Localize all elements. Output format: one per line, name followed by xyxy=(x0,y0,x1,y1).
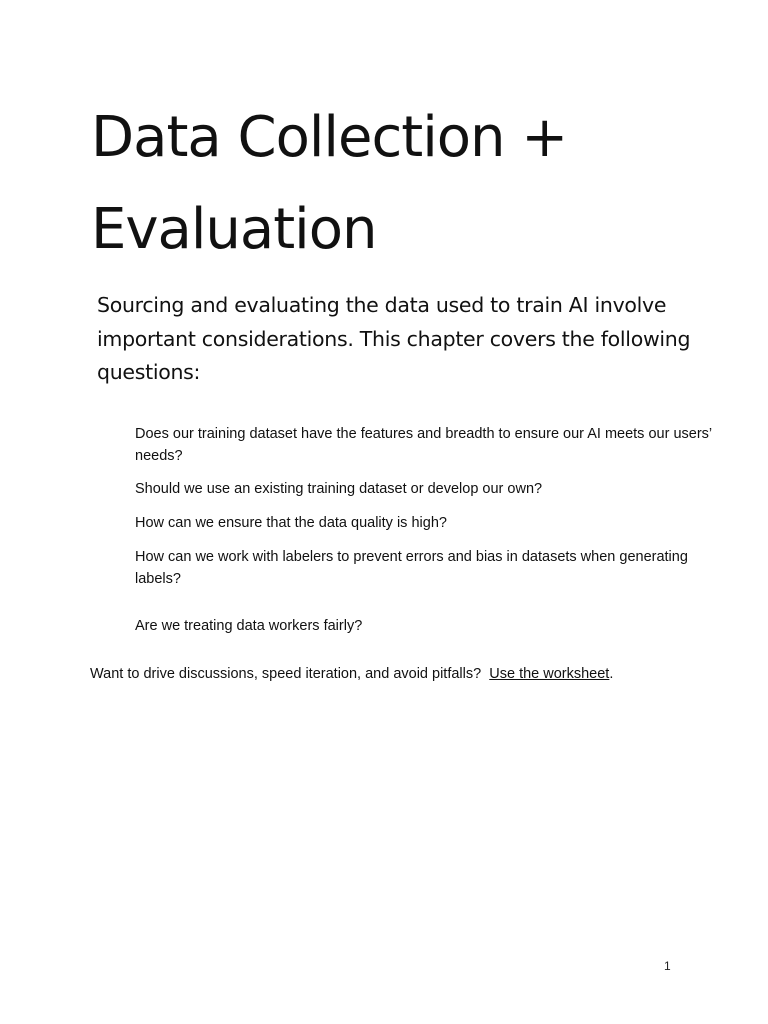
question-item-existing-or-own: Should we use an existing training dataset or develop our own? xyxy=(135,481,543,497)
worksheet-callout-period: . xyxy=(609,666,614,682)
question-item-data-quality: How can we ensure that the data quality is high? xyxy=(135,515,447,531)
worksheet-link[interactable]: Use the worksheet xyxy=(489,666,610,682)
worksheet-callout-text: Want to drive discussions, speed iteration, and avoid pitfalls? xyxy=(90,666,482,682)
chapter-title-line-1: Data Collection + xyxy=(91,105,568,170)
question-list xyxy=(135,424,715,638)
question-item-labelers: How can we work with labelers to prevent errors and bias in datasets when generating labels? xyxy=(135,549,688,587)
page-number: 1 xyxy=(664,959,671,973)
question-item-data-workers: Are we treating data workers fairly? xyxy=(135,618,363,634)
question-item-dataset-features: Does our training dataset have the features and breadth to ensure our AI meets our users’ needs? xyxy=(135,426,712,464)
chapter-intro: Sourcing and evaluating the data used to train AI involve important considerations. This chapter covers the following questions: xyxy=(97,293,691,384)
chapter-title xyxy=(91,92,711,276)
worksheet-callout xyxy=(90,663,710,685)
chapter-title-line-2: Evaluation xyxy=(91,197,377,262)
